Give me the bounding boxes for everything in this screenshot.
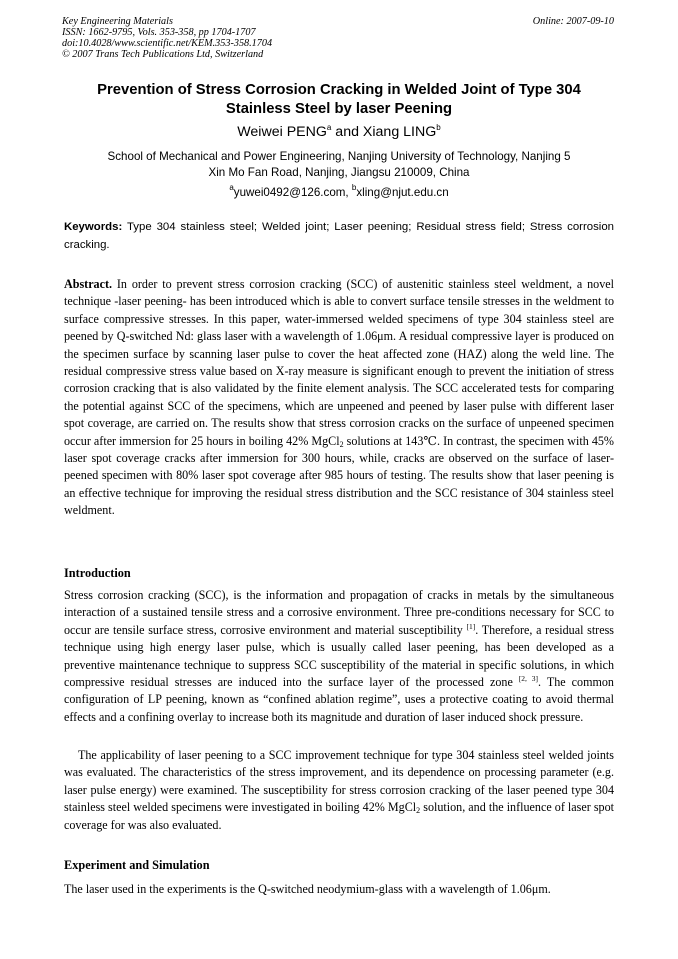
experiment-paragraph-1: [64, 881, 614, 898]
email-a-mark: a: [229, 183, 234, 192]
title-line-2: Stainless Steel by laser Peening: [225, 101, 453, 117]
affiliation-line-2: Xin Mo Fan Road, Nanjing, Jiangsu 210009, China: [208, 165, 470, 179]
author-1: Weiwei PENG: [237, 124, 327, 140]
journal-doi: doi:10.4028/www.scientific.net/KEM.353-358.1704: [62, 37, 273, 49]
keywords-block: [64, 219, 614, 254]
introduction-paragraph-2: [64, 747, 614, 834]
keywords-text: Type 304 stainless steel; Welded joint; Laser peening; Residual stress field; Stress corrosion cracking.: [64, 221, 614, 251]
journal-copyright: © 2007 Trans Tech Publications Ltd, Switzerland: [62, 48, 264, 60]
intro-p2-text-a: The applicability of laser peening to a SCC improvement technique for type 304 stainless steel welded joints was evaluated. The characteristics of the stress improvement, and its dependence on processing parameter (e.g. laser pulse energy) were examined. The susceptibility for stress corrosion cracking of the laser peened type 304 stainless steel welded specimens were investigated in boiling 42% MgCl: [64, 748, 614, 815]
intro-p1-text-b: . Therefore, a residual stress technique using high energy laser pulse, which is usually called laser peening, has been developed as a preventive maintenance technique to suppress SCC susceptibility of the material in specific solutions, in which compressive residual stresses are induced into the surface layer of the processed zone: [64, 622, 614, 690]
citation-1: [1]: [466, 621, 476, 631]
author-conjunction: and: [331, 124, 363, 140]
author-2: Xiang LING: [362, 124, 437, 140]
introduction-paragraph-1: [64, 587, 614, 726]
affiliation: [64, 149, 614, 180]
author-emails: [64, 185, 614, 200]
title-line-1: Prevention of Stress Corrosion Cracking in Welded Joint of Type 304: [97, 82, 581, 98]
abstract-text-2: solutions at 143℃. In contrast, the specimen with 45% laser spot coverage cracks after immersion for 300 hours, while, cracks are observed on the surface of laser-peened specimen with 80% laser spot coverage after 985 hours of testing. The results show that laser peening is an effective technique for improving the residual stress distribution and the SCC resistance of 304 stainless steel weldment.: [64, 433, 614, 518]
intro-p2-subscript: 2: [416, 806, 421, 816]
online-date: Online: 2007-09-10: [532, 16, 614, 27]
journal-issn: ISSN: 1662-9795, Vols. 353-358, pp 1704-1707: [62, 26, 256, 38]
keywords-label: Keywords:: [64, 221, 123, 233]
journal-header: [62, 17, 272, 61]
citation-2: [2, 3]: [518, 674, 539, 684]
affiliation-line-1: School of Mechanical and Power Engineering, Nanjing University of Technology, Nanjing 5: [107, 150, 571, 163]
experiment-heading: Experiment and Simulation: [64, 858, 210, 872]
email-b-mark: b: [351, 183, 357, 192]
abstract-label: Abstract.: [64, 277, 113, 291]
author-2-affil-mark: b: [436, 123, 441, 132]
abstract-text-1: In order to prevent stress corrosion cracking (SCC) of austenitic stainless steel weldment, a novel technique -laser peening- has been introduced which is able to convert surface tensile stresses in the weldment to surface compressive stresses. In this paper, water-immersed welded specimens of type 304 stainless steel are peened by Q-switched Nd: glass laser with a wavelength of 1.06μm. A residual compressive layer is produced on the specimen surface by scanning laser pulse to cover the heat affected zone (HAZ) along the weld line. The residual compressive stress value based on X-ray measure is significant enough to prevent the initiation of stress corrosion cracking that is also validated by the finite element analysis. The SCC accelerated tests for comparing the potential against SCC of the specimens, which are unpeened and peened by laser pulse with different laser spot coverage, are carried on. The results show that stress corrosion cracks on the surface of unpeened specimen occur after immersion for 25 hours in boiling 42% MgCl: [64, 277, 614, 448]
journal-name: Key Engineering Materials: [62, 16, 173, 27]
author-1-affil-mark: a: [326, 123, 332, 132]
email-a: yuwei0492@126.com,: [233, 186, 352, 199]
abstract-block: [64, 276, 614, 520]
experiment-p1-text: The laser used in the experiments is the Q-switched neodymium-glass with a wavelength of 1.06μm.: [64, 882, 551, 896]
introduction-heading: Introduction: [64, 566, 131, 580]
paper-title: [50, 81, 628, 119]
intro-p2-text-b: solution, and the influence of laser spot coverage for was also evaluated.: [64, 800, 614, 832]
intro-p1-text-c: . The common configuration of LP peening, known as “confined ablation regime”, uses a protective coating to avoid thermal effects and a confining overlay to increase both its magnitude and duration of laser induced shock pressure.: [64, 675, 614, 724]
intro-p1-text-a: Stress corrosion cracking (SCC), is the information and propagation of cracks in metals by the simultaneous interaction of a sustained tensile stress and a corrosive environment. Three pre-conditions necessary for SCC to occur are tensile surface stress, corrosive environment and material susceptibility: [64, 588, 614, 637]
author-list: [50, 123, 628, 141]
email-b: xling@njut.edu.cn: [356, 186, 449, 199]
abstract-subscript: 2: [339, 439, 344, 449]
